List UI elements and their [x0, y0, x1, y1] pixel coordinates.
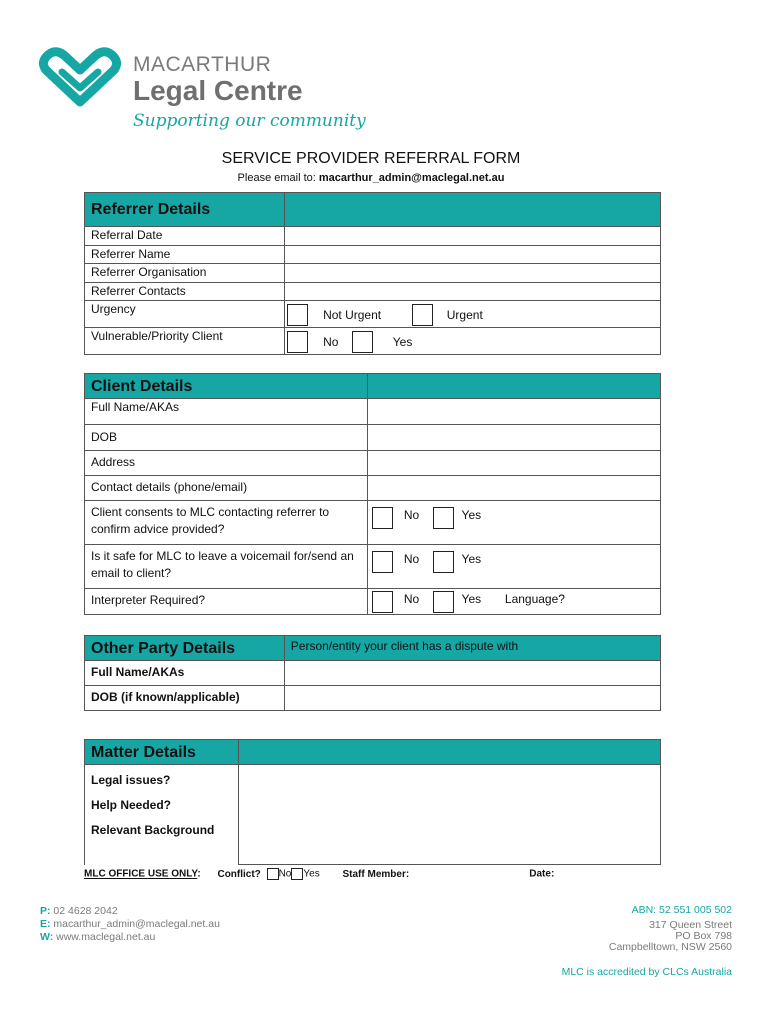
consent-options: [367, 501, 660, 545]
relevant-background-label: Relevant Background: [91, 823, 215, 837]
phone-label: P:: [40, 905, 51, 917]
form-title: SERVICE PROVIDER REFERRAL FORM: [221, 150, 521, 167]
client-dob-field[interactable]: [367, 425, 660, 451]
voicemail-label: Is it safe for MLC to leave a voicemail for/send an email to client?: [85, 545, 368, 589]
footer-po-box: PO Box 798: [675, 930, 732, 942]
email-label: E:: [40, 918, 51, 930]
other-party-dob-field[interactable]: [284, 686, 660, 711]
other-party-heading: Other Party Details: [85, 636, 285, 661]
matter-details-field[interactable]: [238, 765, 660, 865]
conflict-label: Conflict?: [217, 868, 261, 880]
referrer-heading: Referrer Details: [85, 193, 285, 227]
matter-heading: Matter Details: [85, 740, 239, 765]
other-party-table: [84, 635, 661, 711]
matter-heading-blank: [238, 740, 660, 765]
footer-phone: 02 4628 2042: [53, 905, 118, 917]
logo-line1: MACARTHUR: [133, 53, 272, 76]
urgent-checkbox[interactable]: [412, 304, 433, 326]
submit-email-link[interactable]: macarthur_admin@maclegal.net.au: [318, 172, 505, 184]
client-heading: Client Details: [85, 374, 368, 399]
interpreter-yes-label: Yes: [461, 592, 482, 606]
consent-no-checkbox[interactable]: [372, 507, 393, 529]
voicemail-options: [367, 545, 660, 589]
client-name-label: Full Name/AKAs: [85, 399, 368, 425]
voicemail-no-checkbox[interactable]: [372, 551, 393, 573]
conflict-yes-label: Yes: [303, 868, 320, 880]
footer-address: [609, 905, 732, 953]
urgent-label: Urgent: [446, 307, 483, 322]
footer-web-link[interactable]: www.maclegal.net.au: [56, 931, 156, 943]
logo-tagline: Supporting our community: [133, 111, 366, 131]
matter-labels: [85, 765, 239, 865]
vulnerable-label: Vulnerable/Priority Client: [85, 328, 285, 355]
referrer-contacts-label: Referrer Contacts: [85, 283, 285, 301]
other-party-name-label: Full Name/AKAs: [85, 661, 285, 686]
referrer-organisation-label: Referrer Organisation: [85, 264, 285, 283]
interpreter-yes-checkbox[interactable]: [433, 591, 454, 613]
referral-date-label: Referral Date: [85, 227, 285, 246]
voicemail-no-label: No: [403, 552, 420, 566]
vulnerable-no-label: No: [323, 334, 339, 349]
conflict-no-label: No: [278, 868, 292, 880]
other-party-note: Person/entity your client has a dispute with: [284, 636, 660, 661]
referrer-contacts-field[interactable]: [284, 283, 660, 301]
other-party-dob-label: DOB (if known/applicable): [85, 686, 285, 711]
client-details-table: [84, 373, 661, 615]
referrer-name-label: Referrer Name: [85, 246, 285, 264]
office-use-label: MLC OFFICE USE ONLY: [84, 868, 198, 880]
referrer-organisation-field[interactable]: [284, 264, 660, 283]
form-email-line: [0, 172, 742, 184]
client-address-field[interactable]: [367, 451, 660, 476]
logo-line2: Legal Centre: [133, 75, 303, 106]
conflict-no-checkbox[interactable]: [267, 868, 279, 880]
mlc-logo-icon: [38, 46, 122, 110]
vulnerable-options: [284, 328, 660, 355]
conflict-yes-checkbox[interactable]: [291, 868, 303, 880]
client-heading-blank: [367, 374, 660, 399]
matter-details-table: [84, 739, 661, 865]
office-use-colon: :: [197, 868, 201, 880]
voicemail-yes-label: Yes: [461, 552, 482, 566]
urgency-options: [284, 301, 660, 328]
not-urgent-checkbox[interactable]: [287, 304, 308, 326]
email-prefix: Please email to:: [237, 172, 319, 184]
language-label: Language?: [504, 592, 565, 606]
date-label: Date:: [529, 868, 555, 880]
client-contact-field[interactable]: [367, 476, 660, 501]
interpreter-label: Interpreter Required?: [85, 589, 368, 615]
office-use-row: [84, 868, 554, 880]
footer-email-link[interactable]: macarthur_admin@maclegal.net.au: [53, 918, 220, 930]
vulnerable-yes-label: Yes: [392, 334, 413, 349]
client-dob-label: DOB: [85, 425, 368, 451]
referrer-heading-blank: [284, 193, 660, 227]
web-label: W:: [40, 931, 54, 943]
voicemail-yes-checkbox[interactable]: [433, 551, 454, 573]
footer-accreditation: MLC is accredited by CLCs Australia: [561, 966, 732, 978]
interpreter-options: [367, 589, 660, 615]
consent-yes-checkbox[interactable]: [433, 507, 454, 529]
referrer-details-table: [84, 192, 661, 355]
consent-yes-label: Yes: [461, 508, 482, 522]
referral-date-field[interactable]: [284, 227, 660, 246]
client-name-field[interactable]: [367, 399, 660, 425]
interpreter-no-checkbox[interactable]: [372, 591, 393, 613]
urgency-label: Urgency: [85, 301, 285, 328]
not-urgent-label: Not Urgent: [323, 307, 382, 322]
help-needed-label: Help Needed?: [91, 798, 172, 812]
consent-label: Client consents to MLC contacting referrer to confirm advice provided?: [85, 501, 368, 545]
footer-town: Campbelltown, NSW 2560: [608, 941, 732, 953]
consent-no-label: No: [403, 508, 420, 522]
footer-street: 317 Queen Street: [649, 919, 732, 931]
footer-abn: ABN: 52 551 005 502: [631, 904, 732, 916]
vulnerable-yes-checkbox[interactable]: [352, 331, 373, 353]
other-party-name-field[interactable]: [284, 661, 660, 686]
referrer-name-field[interactable]: [284, 246, 660, 264]
interpreter-no-label: No: [403, 592, 420, 606]
staff-member-label: Staff Member:: [342, 868, 410, 880]
vulnerable-no-checkbox[interactable]: [287, 331, 308, 353]
client-contact-label: Contact details (phone/email): [85, 476, 368, 501]
client-address-label: Address: [85, 451, 368, 476]
legal-issues-label: Legal issues?: [91, 773, 171, 787]
footer-contact: [40, 905, 220, 944]
